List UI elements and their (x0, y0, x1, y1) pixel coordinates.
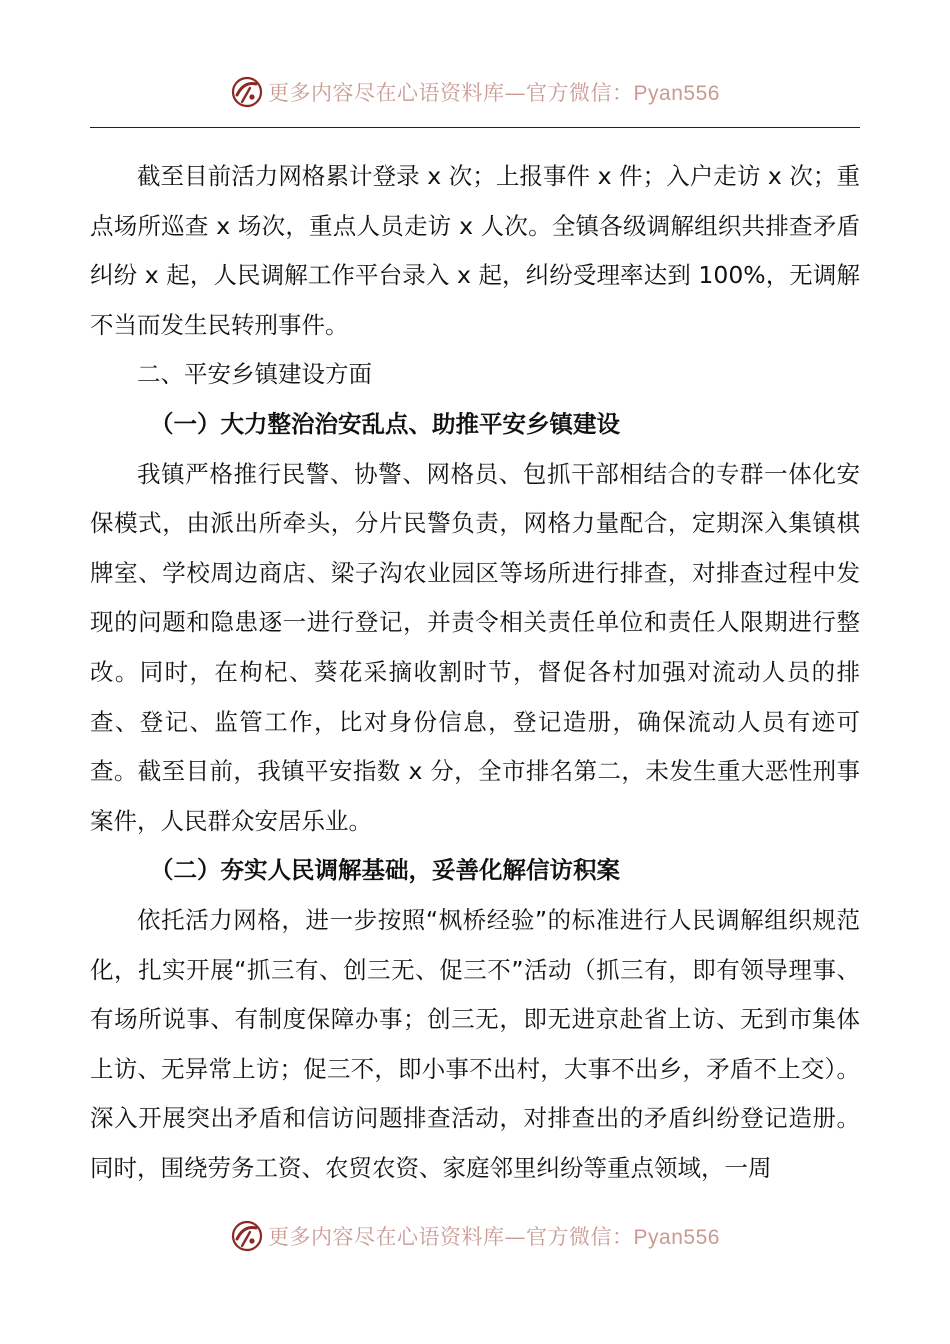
footer-watermark (0, 1216, 950, 1256)
section-heading-safe-township: 二、平安乡镇建设方面 (137, 360, 372, 389)
subsection-heading-1: （一）大力整治治安乱点、助推平安乡镇建设 (150, 409, 620, 438)
watermark-text: 更多内容尽在心语资料库—官方微信：Pyan556 (268, 1225, 720, 1249)
paragraph-statistics: 截至目前活力网格累计登录 x 次；上报事件 x 件；入户走访 x 次；重点场所巡查 x 场次，重点人员走访 x 人次。全镇各级调解组织共排查矛盾纠纷 x 起，人民调解工作平台录入 x 起，纠纷受理率达到 100%，无调解不当而发生民转刑事件。 (90, 162, 860, 339)
watermark-text: 更多内容尽在心语资料库—官方微信：Pyan556 (268, 81, 720, 105)
header-watermark (0, 72, 950, 112)
brush-seal-icon (230, 75, 264, 109)
header-divider (90, 127, 860, 128)
brush-seal-icon (230, 1219, 264, 1253)
paragraph-security-measures: 我镇严格推行民警、协警、网格员、包抓干部相结合的专群一体化安保模式，由派出所牵头，分片民警负责，网格力量配合，定期深入集镇棋牌室、学校周边商店、梁子沟农业园区等场所进行排查，对排查过程中发现的问题和隐患逐一进行登记，并责令相关责任单位和责任人限期进行整改。同时，在枸杞、葵花采摘收割时节，督促各村加强对流动人员的排查、登记、监管工作，比对身份信息，登记造册，确保流动人员有迹可查。截至目前，我镇平安指数 x 分，全市排名第二，未发生重大恶性刑事案件，人民群众安居乐业。 (90, 459, 860, 835)
paragraph-mediation: 依托活力网格，进一步按照“枫桥经验”的标准进行人民调解组织规范化，扎实开展“抓三有、创三无、促三不”活动（抓三有，即有领导理事、有场所说事、有制度保障办事；创三无，即无进京赴省上访、无到市集体上访、无异常上访；促三不，即小事不出村，大事不出乡，矛盾不上交）。深入开展突出矛盾和信访问题排查活动，对排查出的矛盾纠纷登记造册。同时，围绕劳务工资、农贸农资、家庭邻里纠纷等重点领域，一周 (90, 905, 860, 1182)
document-body (90, 152, 860, 1193)
subsection-heading-2: （二）夯实人民调解基础，妥善化解信访积案 (150, 856, 620, 885)
